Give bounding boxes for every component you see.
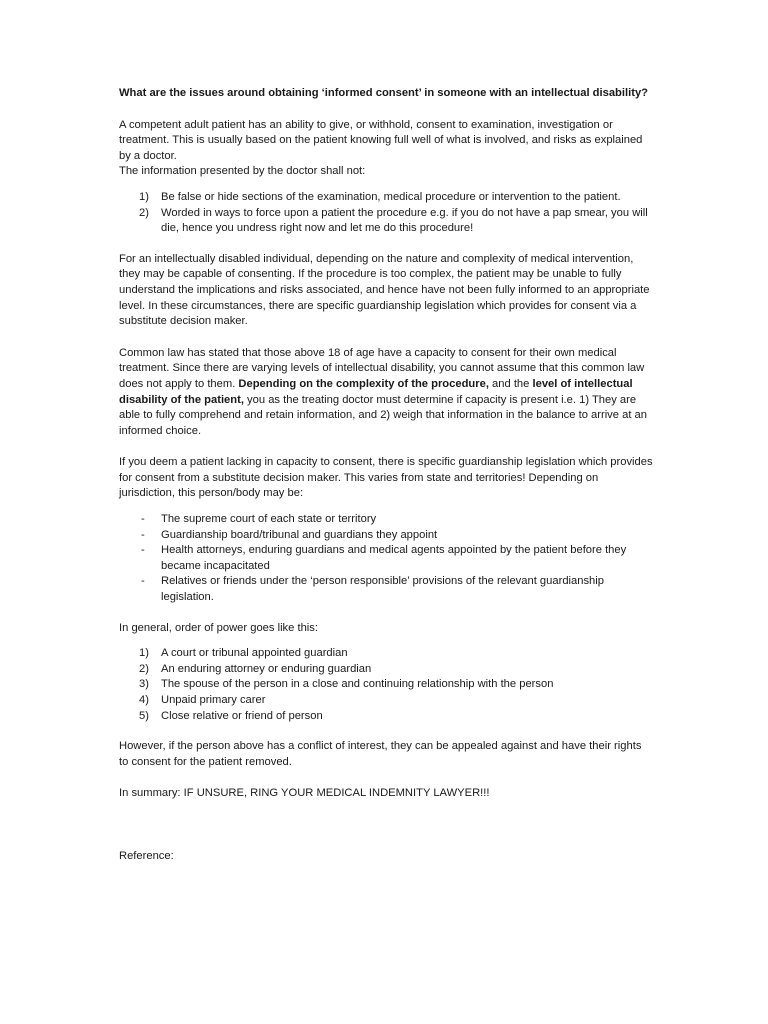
list-marker: 2) <box>139 206 149 219</box>
summary-line: In summary: IF UNSURE, RING YOUR MEDICAL INDEMNITY LAWYER!!! <box>119 787 490 800</box>
list-marker: - <box>141 513 145 526</box>
order-of-power-list <box>119 646 653 724</box>
common-law-text: and the <box>488 377 533 390</box>
list-marker: 3) <box>139 678 149 691</box>
list-marker: 2) <box>139 662 149 675</box>
list-item-text: Guardianship board/tribunal and guardians they appoint <box>161 528 438 541</box>
list-item <box>119 677 653 693</box>
list-item <box>119 543 653 574</box>
list-marker: - <box>141 544 145 557</box>
list-item <box>119 709 653 725</box>
list-item <box>119 512 653 528</box>
list-marker: 4) <box>139 694 149 706</box>
common-law-text: Common law has stated that those above 18 of age have a capacity to consent for their own medical treatment. Since there are varying levels of intellectual disability, you cannot assume that this common law does not apply to them. <box>119 346 645 390</box>
list-item <box>119 662 653 678</box>
list-marker: - <box>141 575 145 588</box>
conflict-of-interest-paragraph: However, if the person above has a conflict of interest, they can be appealed against and have their rights to consent for the patient removed. <box>119 740 642 768</box>
list-marker: 1) <box>139 190 149 203</box>
list-item <box>119 190 653 206</box>
list-item <box>119 646 653 662</box>
list-item <box>119 528 653 544</box>
list-item-text: Unpaid primary carer <box>161 694 266 706</box>
list-item-text: Be false or hide sections of the examination, medical procedure or intervention to the patient. <box>161 190 621 203</box>
common-law-paragraph <box>119 346 653 440</box>
common-law-text: you as the treating doctor must determine if capacity is present i.e. 1) They are able to fully comprehend and retain information, and 2) weigh that information in the balance to arrive at an informed choice. <box>119 393 647 437</box>
list-item-text: The supreme court of each state or territory <box>161 513 377 526</box>
lacking-capacity-paragraph: If you deem a patient lacking in capacity to consent, there is specific guardianship legislation which provides for consent from a substitute decision maker. This varies from state and territories! Depending on jurisdiction, this person/body may be: <box>119 456 653 500</box>
complexity-emphasis: Depending on the complexity of the procedure, <box>238 377 489 390</box>
list-item <box>119 693 653 709</box>
document-title: What are the issues around obtaining ‘informed consent’ in someone with an intellectual disability? <box>119 87 648 99</box>
list-item-text: Close relative or friend of person <box>161 709 323 722</box>
list-marker: 5) <box>139 709 149 722</box>
list-item-text: The spouse of the person in a close and continuing relationship with the person <box>161 678 554 691</box>
list-marker: 1) <box>139 647 149 660</box>
disabled-individual-paragraph: For an intellectually disabled individual, depending on the nature and complexity of medical intervention, they may be capable of consenting. If the procedure is too complex, the patient may be unable to fully understand the implications and risks associated, and hence have not been fully informed to an appropriate level. In these circumstances, there are specific guardianship legislation which provides for consent via a substitute decision maker. <box>119 252 650 328</box>
list-item-text: An enduring attorney or enduring guardian <box>161 662 372 675</box>
document-page <box>119 86 653 881</box>
list-marker: - <box>141 528 145 541</box>
intro-paragraph: A competent adult patient has an ability to give, or withhold, consent to examination, investigation or treatment. This is usually based on the patient knowing full well of what is involved, and risks as explained by a doctor. <box>119 118 643 162</box>
reference-label: Reference: <box>119 849 174 862</box>
list-item-text: Worded in ways to force upon a patient the procedure e.g. if you do not have a pap smear, you will die, hence you undress right now and let me do this procedure! <box>161 206 648 235</box>
list-item <box>119 206 653 237</box>
shall-not-list <box>119 190 653 237</box>
list-item-text: Health attorneys, enduring guardians and medical agents appointed by the patient before they became incapacitated <box>161 544 627 572</box>
order-intro: In general, order of power goes like this: <box>119 621 318 634</box>
decision-makers-list <box>119 512 653 606</box>
list-item <box>119 574 653 605</box>
disability-level-emphasis: level of intellectual disability of the patient, <box>119 377 633 406</box>
list-item-text: Relatives or friends under the ‘person responsible’ provisions of the relevant guardianship legislation. <box>161 575 604 604</box>
intro-lead-in: The information presented by the doctor shall not: <box>119 165 366 178</box>
list-item-text: A court or tribunal appointed guardian <box>161 647 348 660</box>
